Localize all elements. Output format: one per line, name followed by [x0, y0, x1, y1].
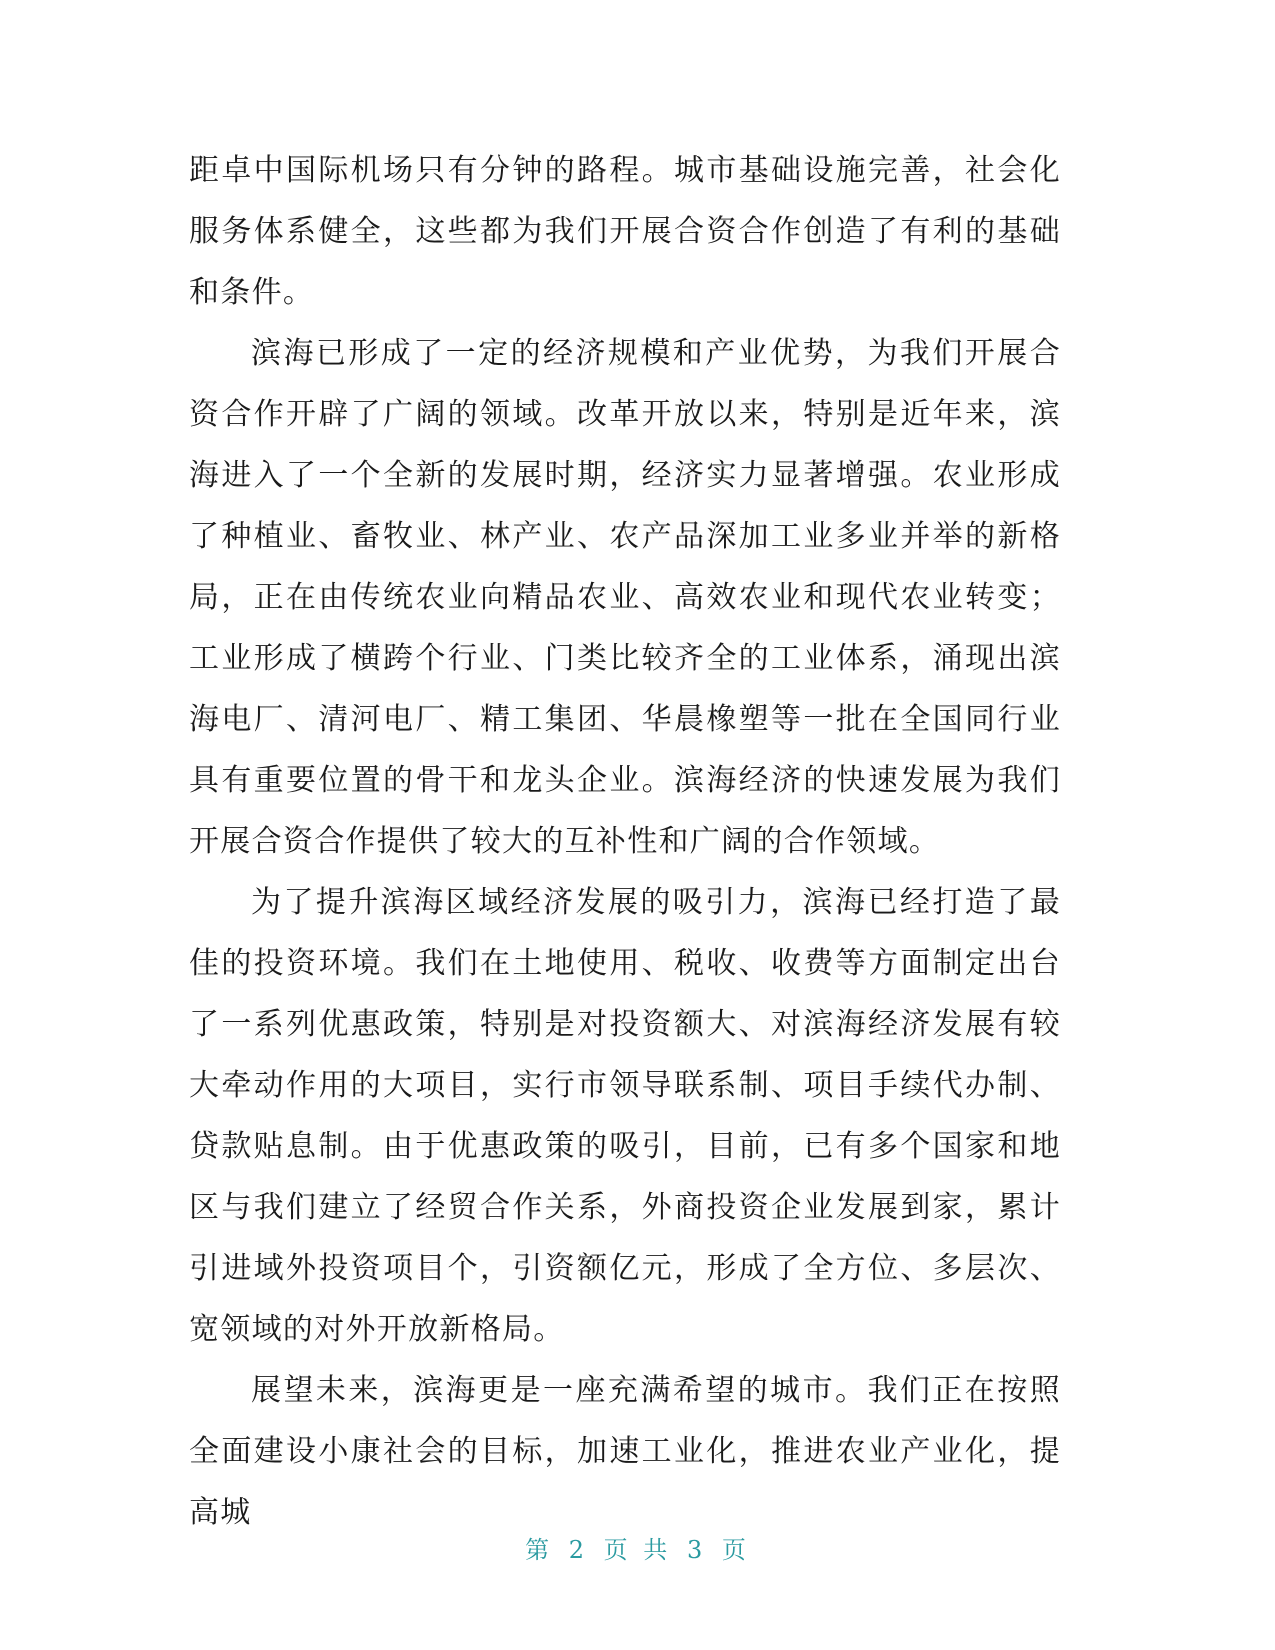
paragraph-3: 为了提升滨海区域经济发展的吸引力，滨海已经打造了最佳的投资环境。我们在土地使用、税收、收费等方面制定出台了一系列优惠政策，特别是对投资额大、对滨海经济发展有较大牵动作用的大项目，实行市领导联系制、项目手续代办制、贷款贴息制。由于优惠政策的吸引，目前，已有多个国家和地区与我们建立了经贸合作关系，外商投资企业发展到家，累计引进域外投资项目个，引资额亿元，形成了全方位、多层次、宽领域的对外开放新格局。	[189, 885, 1061, 1347]
paragraph-4: 展望未来，滨海更是一座充满希望的城市。我们正在按照全面建设小康社会的目标，加速工业化，推进农业产业化，提高城	[189, 1373, 1061, 1530]
footer-total-pages: 3	[686, 1536, 707, 1564]
footer-prefix: 第	[525, 1536, 554, 1564]
footer-current-page: 2	[568, 1536, 589, 1564]
paragraph-1: 距卓中国际机场只有分钟的路程。城市基础设施完善，社会化服务体系健全，这些都为我们开展合资合作创造了有利的基础和条件。	[189, 153, 1061, 310]
footer-suffix: 页	[721, 1536, 750, 1564]
document-body	[189, 140, 1061, 1543]
page-footer	[0, 1530, 1275, 1565]
footer-middle: 页 共	[603, 1536, 672, 1564]
paragraph-2: 滨海已形成了一定的经济规模和产业优势，为我们开展合资合作开辟了广阔的领域。改革开放以来，特别是近年来，滨海进入了一个全新的发展时期，经济实力显著增强。农业形成了种植业、畜牧业、林产业、农产品深加工业多业并举的新格局，正在由传统农业向精品农业、高效农业和现代农业转变；工业形成了横跨个行业、门类比较齐全的工业体系，涌现出滨海电厂、清河电厂、精工集团、华晨橡塑等一批在全国同行业具有重要位置的骨干和龙头企业。滨海经济的快速发展为我们开展合资合作提供了较大的互补性和广阔的合作领域。	[189, 336, 1061, 859]
